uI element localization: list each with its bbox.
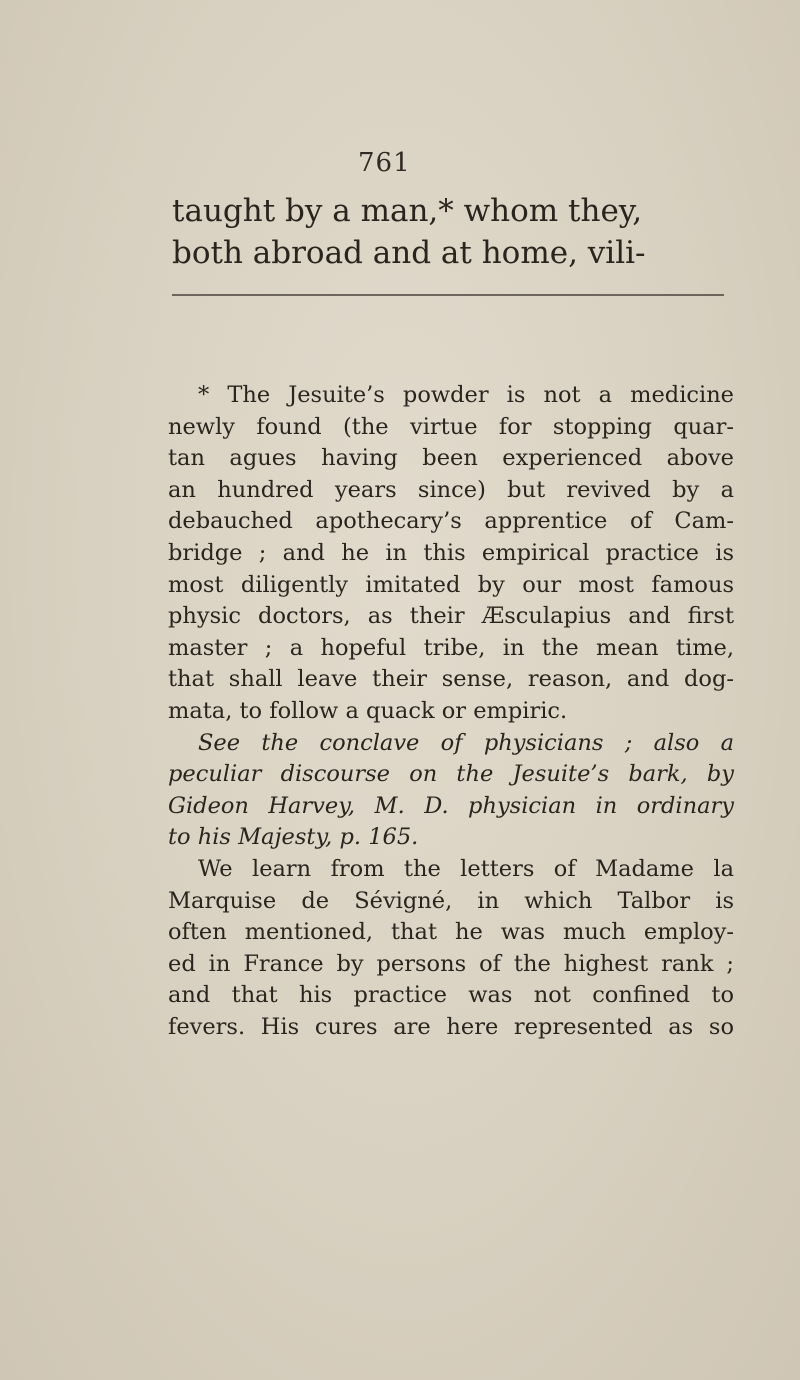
main-text-line: taught by a man,* whom they, [172,193,643,229]
page-number: 761 [358,148,411,178]
footnote-divider [172,294,724,296]
footnote [168,380,734,1043]
footnote-line: See the conclave of physicians ; also a [198,729,734,756]
footnote-line: fevers. His cures are here represented as so [168,1013,734,1040]
footnote-line: debauched apothecary’s apprentice of Cam- [168,508,734,535]
footnote-line: * The Jesuite’s powder is not a medicine [198,382,734,408]
footnote-line: and that his practice was not confined to [168,982,734,1009]
footnote-line: to his Majesty, p. 165. [168,824,419,851]
footnote-line: Marquise de Sévigné, in which Talbor is [168,887,734,914]
footnote-line: bridge ; and he in this empirical practice is [168,539,734,566]
footnote-line: ed in France by persons of the highest rank ; [168,950,734,977]
footnote-line: master ; a hopeful tribe, in the mean time, [168,634,734,661]
footnote-line: mata, to follow a quack or empiric. [168,697,568,724]
footnote-line: physic doctors, as their Æsculapius and first [168,603,734,630]
main-text [172,190,732,274]
footnote-line: that shall leave their sense, reason, and dog- [168,666,734,693]
footnote-line: Gideon Harvey, M. D. physician in ordinary [168,792,734,819]
footnote-line: tan agues having been experienced above [168,445,734,472]
footnote-line: We learn from the letters of Madame la [198,855,734,882]
footnote-line: often mentioned, that he was much employ- [168,919,734,946]
main-text-line: both abroad and at home, vili- [172,235,646,271]
footnote-line: peculiar discourse on the Jesuite’s bark, by [168,761,734,788]
footnote-line: an hundred years since) but revived by a [168,476,734,503]
footnote-line: newly found (the virtue for stopping quar- [168,413,734,440]
footnote-line: most diligently imitated by our most famous [168,571,734,598]
